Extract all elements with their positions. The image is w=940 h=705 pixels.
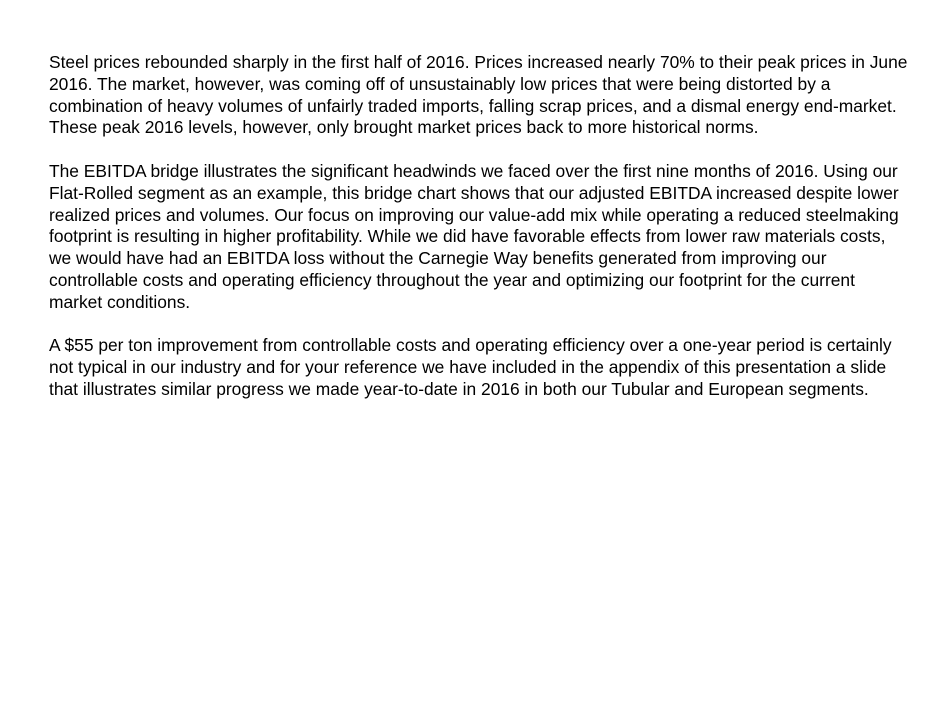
notes-text-block bbox=[49, 52, 909, 423]
notes-paragraph-2: The EBITDA bridge illustrates the significant headwinds we faced over the first nine months of 2016. Using our Flat-Rolled segment as an example, this bridge chart shows that our adjusted EBITDA increased despite lower realized prices and volumes. Our focus on improving our value-add mix while operating a reduced steelmaking footprint is resulting in higher profitability. While we did have favorable effects from lower raw materials costs, we would have had an EBITDA loss without the Carnegie Way benefits generated from improving our controllable costs and operating efficiency throughout the year and optimizing our footprint for the current market conditions. bbox=[49, 160, 899, 312]
notes-paragraph-3: A $55 per ton improvement from controllable costs and operating efficiency over a one-year period is certainly not typical in our industry and for your reference we have included in the appendix of this presentation a slide that illustrates similar progress we made year-to-date in 2016 in both our Tubular and European segments. bbox=[49, 335, 892, 399]
notes-paragraph-1: Steel prices rebounded sharply in the first half of 2016. Prices increased nearly 70% to their peak prices in June 2016. The market, however, was coming off of unsustainably low prices that were being distorted by a combination of heavy volumes of unfairly traded imports, falling scrap prices, and a dismal energy end-market. These peak 2016 levels, however, only brought market prices back to more historical norms. bbox=[49, 52, 908, 138]
